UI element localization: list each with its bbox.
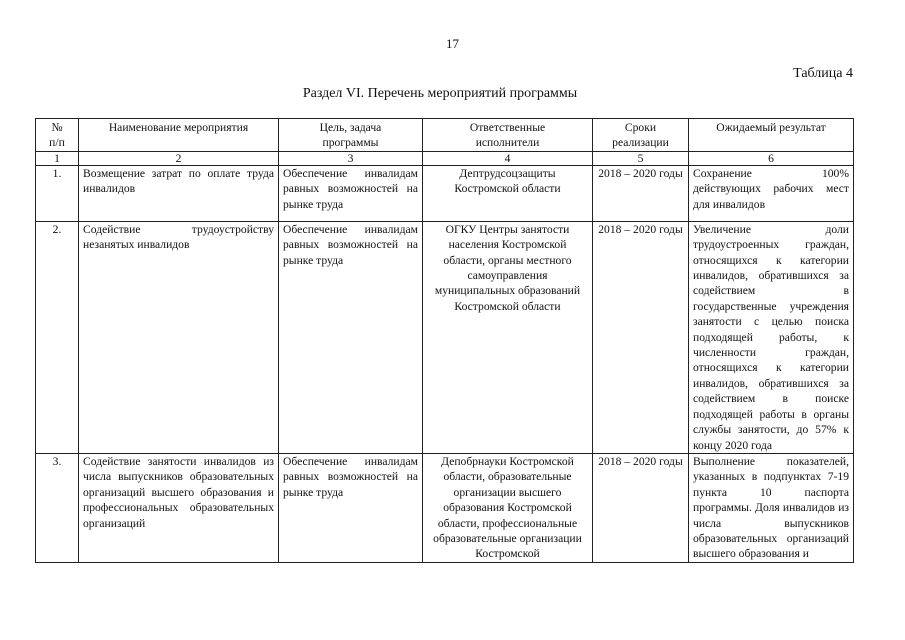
table-header-row xyxy=(36,119,854,152)
row-responsible: Дептрудсоцзащиты Костромской области xyxy=(423,165,593,221)
row-result: Увеличение доли трудоустроенных граждан, относящихся к категории инвалидов, обратившихся за содействием в государственные учреждения занятости с целью поиска подходящей работы, к численности граждан, относящихся к категории инвалидов, обратившихся за содействием в поиске подходящей работы в органы службы занятости, до 57% к концу 2020 года xyxy=(689,221,854,453)
header-responsible: Ответственные исполнители xyxy=(423,119,593,152)
page-number: 17 xyxy=(446,36,459,51)
header-result: Ожидаемый результат xyxy=(689,119,854,152)
row-num: 1. xyxy=(36,165,79,221)
row-num: 2. xyxy=(36,221,79,453)
row-num: 3. xyxy=(36,453,79,562)
row-responsible: ОГКУ Центры занятости населения Костромской области, органы местного самоуправления муниципальных образований Костромской области xyxy=(423,221,593,453)
row-name: Возмещение затрат по оплате труда инвалидов xyxy=(79,165,279,221)
column-number: 6 xyxy=(689,151,854,165)
row-goal: Обеспечение инвалидам равных возможностей на рынке труда xyxy=(279,221,423,453)
row-result: Выполнение показателей, указанных в подпунктах 7-19 пункта 10 паспорта программы. Доля инвалидов из числа выпускников образовательных организаций высшего образования и xyxy=(689,453,854,562)
row-period: 2018 – 2020 годы xyxy=(593,453,689,562)
header-goal: Цель, задача программы xyxy=(279,119,423,152)
table-row xyxy=(36,221,854,453)
row-period: 2018 – 2020 годы xyxy=(593,165,689,221)
row-goal: Обеспечение инвалидам равных возможностей на рынке труда xyxy=(279,165,423,221)
table-row xyxy=(36,165,854,221)
row-name: Содействие трудоустройству незанятых инвалидов xyxy=(79,221,279,453)
row-name: Содействие занятости инвалидов из числа выпускников образовательных организаций высшего образования и профессиональных образовательных организаций xyxy=(79,453,279,562)
column-number-row xyxy=(36,151,854,165)
events-table xyxy=(35,118,854,563)
column-number: 3 xyxy=(279,151,423,165)
section-title: Раздел VI. Перечень мероприятий программы xyxy=(302,86,578,101)
row-responsible: Депобрнауки Костромской области, образовательные организации высшего образования Костромской области, профессиональные образовательные организации Костромской xyxy=(423,453,593,562)
column-number: 5 xyxy=(593,151,689,165)
row-result: Сохранение 100% действующих рабочих мест для инвалидов xyxy=(689,165,854,221)
column-number: 4 xyxy=(423,151,593,165)
column-number: 1 xyxy=(36,151,79,165)
table-row xyxy=(36,453,854,562)
column-number: 2 xyxy=(79,151,279,165)
row-goal: Обеспечение инвалидам равных возможностей на рынке труда xyxy=(279,453,423,562)
table-caption: Таблица 4 xyxy=(793,66,853,81)
row-period: 2018 – 2020 годы xyxy=(593,221,689,453)
header-period: Сроки реализации xyxy=(593,119,689,152)
header-num: № п/п xyxy=(36,119,79,152)
header-name: Наименование мероприятия xyxy=(79,119,279,152)
page-bottom-edge xyxy=(0,598,905,640)
